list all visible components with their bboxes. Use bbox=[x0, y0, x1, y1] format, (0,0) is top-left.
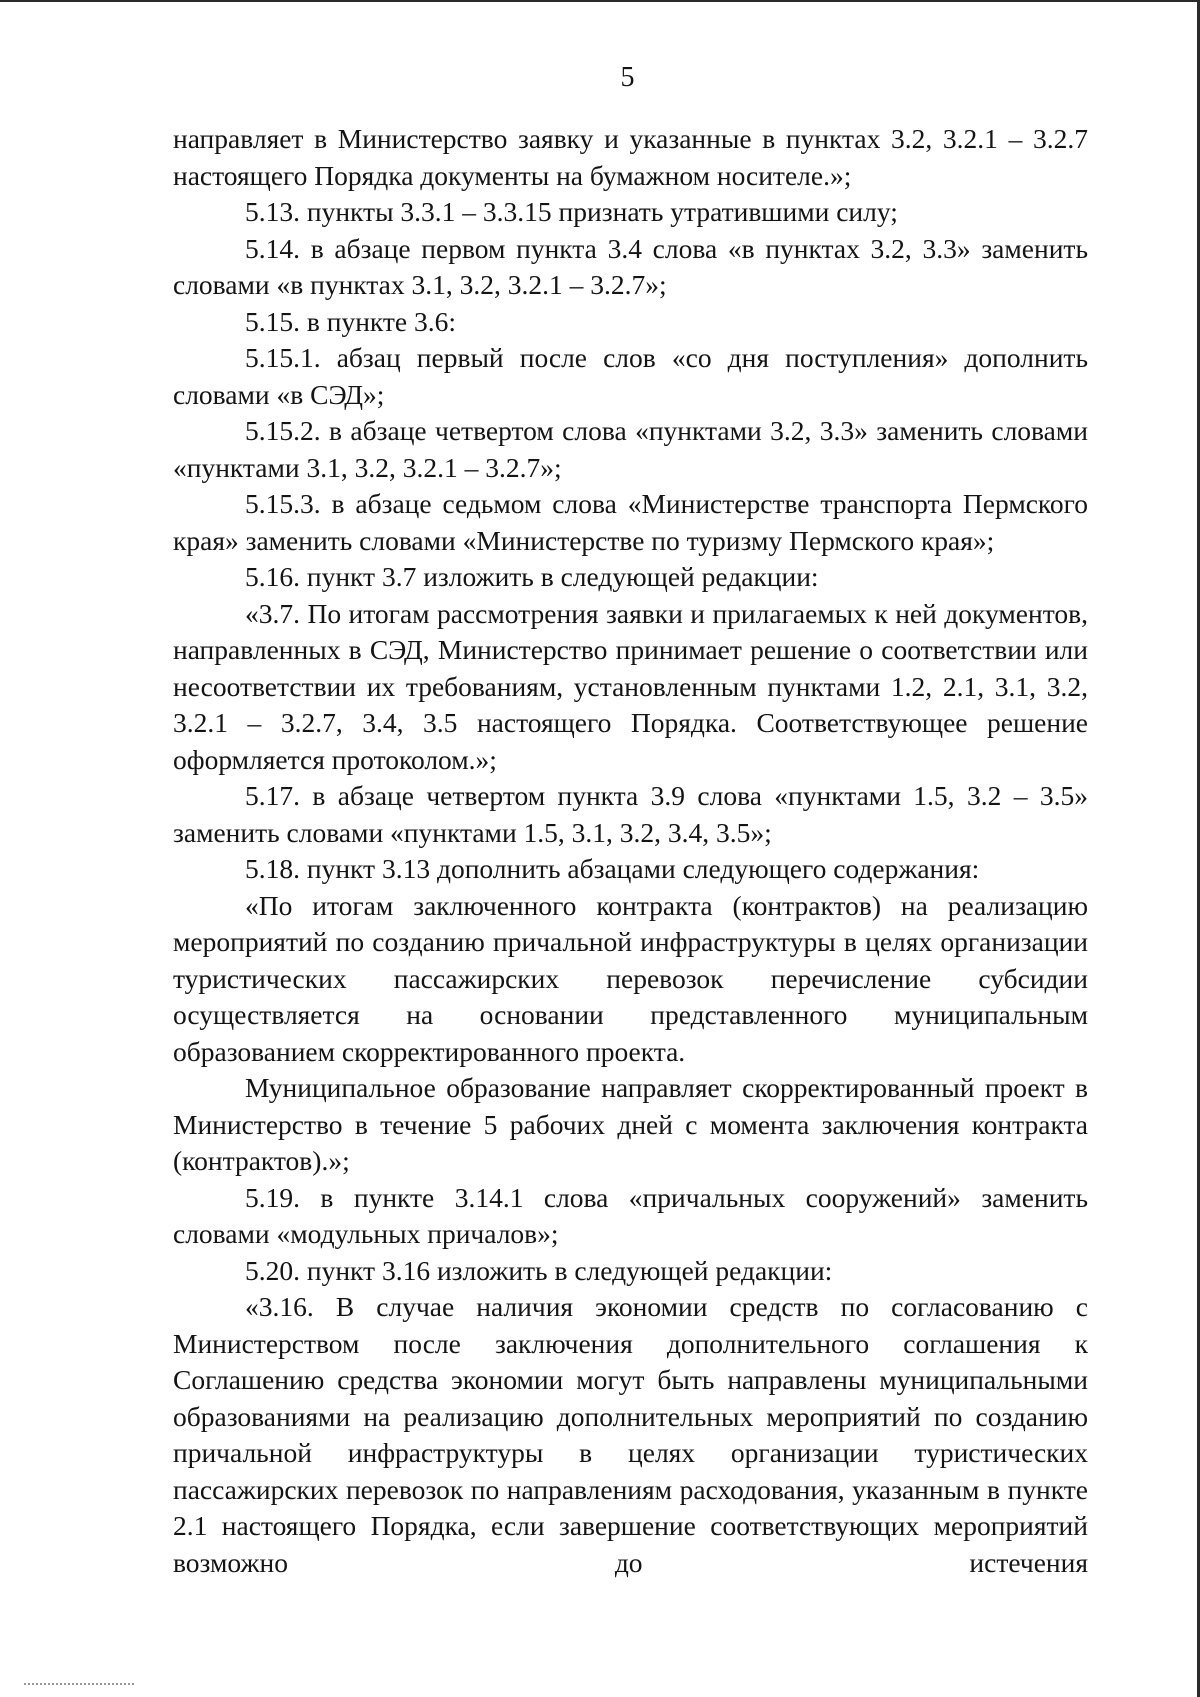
paragraph: 5.20. пункт 3.16 изложить в следующей редакции: bbox=[245, 1254, 833, 1286]
paragraph: 5.15.1. абзац первый после слов «со дня поступления» дополнить словами «в СЭД»; bbox=[173, 342, 1088, 410]
document-body bbox=[173, 121, 1088, 1581]
paragraph: 5.14. в абзаце первом пункта 3.4 слова «в пунктах 3.2, 3.3» заменить словами «в пунктах 3.1, 3.2, 3.2.1 – 3.2.7»; bbox=[173, 232, 1088, 300]
paragraph: 5.13. пункты 3.3.1 – 3.3.15 признать утратившими силу; bbox=[245, 196, 898, 227]
paragraph: 5.18. пункт 3.13 дополнить абзацами следующего содержания: bbox=[245, 853, 980, 884]
page-number: 5 bbox=[620, 62, 635, 93]
paragraph: «3.16. В случае наличия экономии средств по согласованию с Министерством после заключения дополнительного соглашения к Соглашению средства экономии могут быть направлены муниципальными образованиями на реализацию дополнительных мероприятий по созданию причальной инфраструктуры в целях организации туристических пассажирских перевозок по направлениям расходования, указанным в пункте 2.1 настоящего Порядка, если завершение соответствующих мероприятий возможно до истечения bbox=[173, 1291, 1088, 1578]
paragraph: 5.15. в пункте 3.6: bbox=[245, 305, 457, 337]
paragraph: 5.15.2. в абзаце четвертом слова «пунктами 3.2, 3.3» заменить словами «пунктами 3.1, 3.2, 3.2.1 – 3.2.7»; bbox=[173, 415, 1088, 483]
paragraph: 5.17. в абзаце четвертом пункта 3.9 слова «пунктами 1.5, 3.2 – 3.5» заменить словами «пунктами 1.5, 3.1, 3.2, 3.4, 3.5»; bbox=[173, 780, 1088, 848]
paragraph: 5.16. пункт 3.7 изложить в следующей редакции: bbox=[245, 561, 819, 592]
scan-edge-top bbox=[0, 0, 1200, 2]
paragraph: Муниципальное образование направляет скорректированный проект в Министерство в течение 5 рабочих дней с момента заключения контракта (контрактов).»; bbox=[173, 1072, 1088, 1176]
scan-artifact bbox=[24, 1683, 134, 1687]
paragraph: направляет в Министерство заявку и указанные в пунктах 3.2, 3.2.1 – 3.2.7 настоящего Порядка документы на бумажном носителе.»; bbox=[173, 123, 1088, 191]
paragraph: 5.19. в пункте 3.14.1 слова «причальных сооружений» заменить словами «модульных причалов»; bbox=[173, 1181, 1088, 1249]
paragraph: «3.7. По итогам рассмотрения заявки и прилагаемых к ней документов, направленных в СЭД, Министерство принимает решение о соответствии или несоответствии их требованиям, установленным пунктами 1.2, 2.1, 3.1, 3.2, 3.2.1 – 3.2.7, 3.4, 3.5 настоящего Порядка. Соответствующее решение оформляется протоколом.»; bbox=[173, 597, 1088, 775]
paragraph: 5.15.3. в абзаце седьмом слова «Министерстве транспорта Пермского края» заменить словами «Министерстве по туризму Пермского края»; bbox=[173, 488, 1088, 556]
paragraph: «По итогам заключенного контракта (контрактов) на реализацию мероприятий по созданию причальной инфраструктуры в целях организации туристических пассажирских перевозок перечисление субсидии осуществляется на основании представленного муниципальным образованием скорректированного проекта. bbox=[173, 889, 1088, 1067]
